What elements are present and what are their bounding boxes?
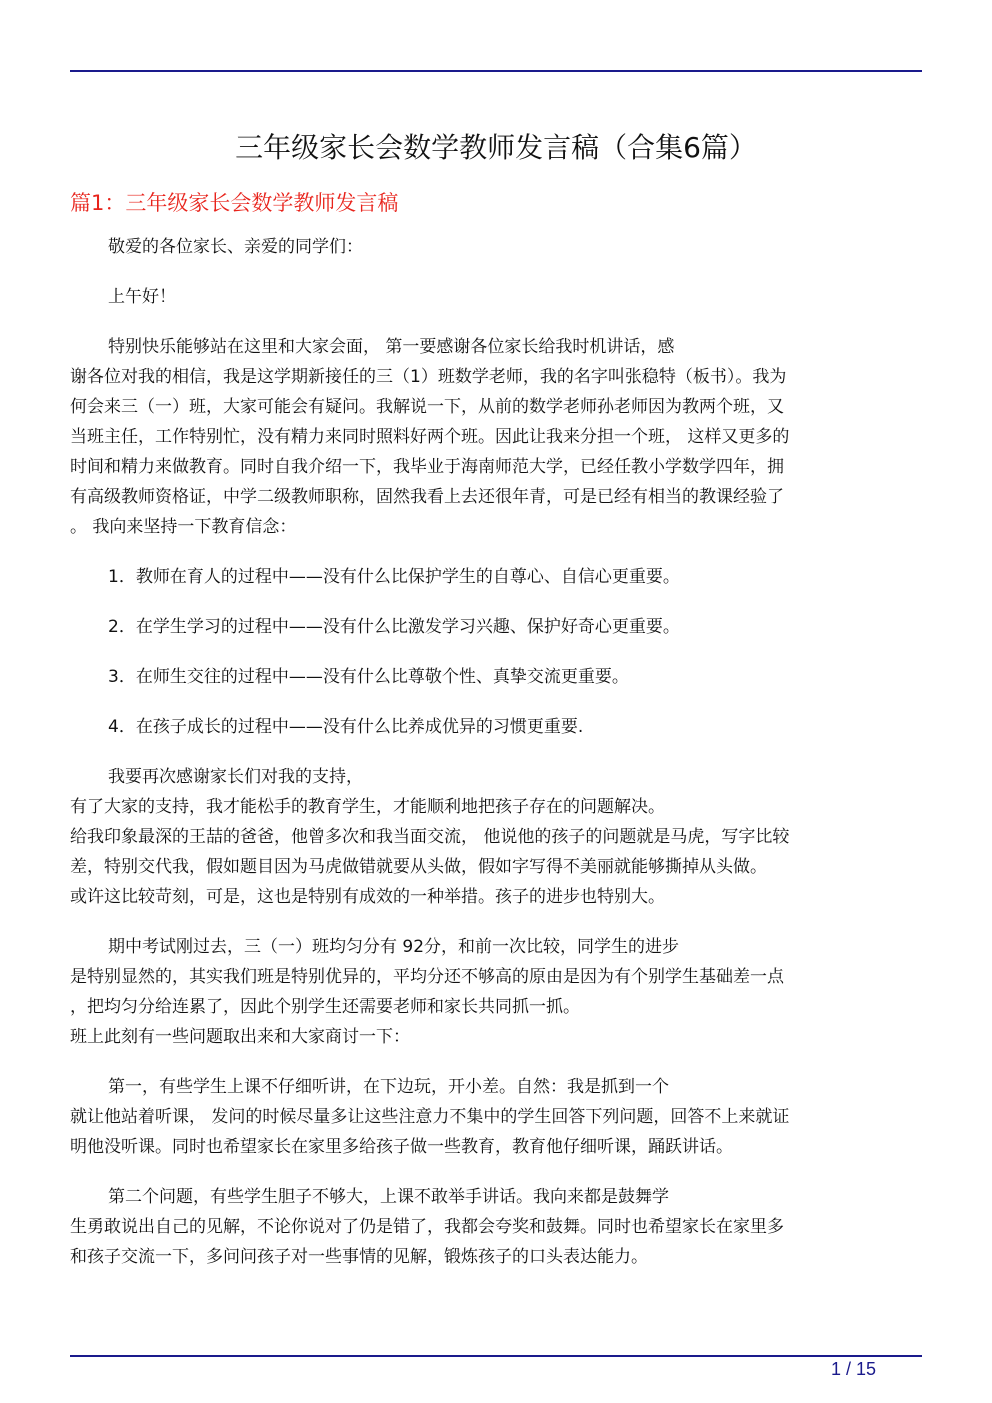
paragraph — [70, 1072, 922, 1162]
paragraph-line: 当班主任，工作特别忙，没有精力来同时照料好两个班。因此让我来分担一个班， 这样又更多的 — [70, 427, 790, 447]
paragraph — [70, 1182, 922, 1272]
paragraph-line: 有高级教师资格证，中学二级教师职称，固然我看上去还很年青，可是已经有相当的教课经验了 — [70, 487, 784, 507]
paragraph-line: 期中考试刚过去，三（一）班均匀分有 92分，和前一次比较，同学生的进步 — [108, 937, 680, 957]
paragraph-line: 敬爱的各位家长、亲爱的同学们： — [108, 237, 363, 257]
paragraph — [70, 712, 922, 742]
paragraph-line: 班上此刻有一些问题取出来和大家商讨一下： — [70, 1027, 410, 1047]
paragraph-line: 差，特别交代我，假如题目因为马虎做错就要从头做，假如字写得不美丽就能够撕掉从头做。 — [70, 857, 767, 877]
paragraph — [70, 332, 922, 542]
paragraph — [70, 662, 922, 692]
paragraph — [70, 762, 922, 912]
paragraph — [70, 232, 922, 262]
paragraph — [70, 282, 922, 312]
paragraph-line: 上午好！ — [108, 287, 176, 307]
paragraph-line: 第二个问题，有些学生胆子不够大，上课不敢举手讲话。我向来都是鼓舞学 — [108, 1187, 669, 1207]
paragraph-line: 4．在孩子成长的过程中——没有什么比养成优异的习惯更重要. — [108, 717, 584, 737]
paragraph-line: 何会来三（一）班，大家可能会有疑问。我解说一下，从前的数学老师孙老师因为教两个班，又 — [70, 397, 784, 417]
paragraph-line: 我要再次感谢家长们对我的支持， — [108, 767, 363, 787]
paragraph-line: 给我印象最深的王喆的爸爸，他曾多次和我当面交流， 他说他的孩子的问题就是马虎，写字比较 — [70, 827, 790, 847]
document-title: 三年级家长会数学教师发言稿（合集6篇） — [235, 131, 757, 164]
paragraph-line: 。 我向来坚持一下教育信念： — [70, 517, 297, 537]
paragraph-line: 第一，有些学生上课不仔细听讲，在下边玩，开小差。自然：我是抓到一个 — [108, 1077, 669, 1097]
paragraph — [70, 562, 922, 592]
paragraph-line: 就让他站着听课， 发问的时候尽量多让这些注意力不集中的学生回答下列问题，回答不上来就证 — [70, 1107, 790, 1127]
paragraph — [70, 932, 922, 1052]
paragraph-line: 是特别显然的，其实我们班是特别优异的，平均分还不够高的原由是因为有个别学生基础差一点 — [70, 967, 784, 987]
paragraph-line: 3．在师生交往的过程中——没有什么比尊敬个性、真挚交流更重要。 — [108, 667, 629, 687]
section-heading: 篇1：三年级家长会数学教师发言稿 — [70, 191, 399, 215]
paragraph-line: 时间和精力来做教育。同时自我介绍一下，我毕业于海南师范大学，已经任教小学数学四年，拥 — [70, 457, 784, 477]
paragraph-line: 1．教师在育人的过程中——没有什么比保护学生的自尊心、自信心更重要。 — [108, 567, 680, 587]
paragraph-line: 特别快乐能够站在这里和大家会面， 第一要感谢各位家长给我时机讲话，感 — [108, 337, 675, 357]
paragraph-line: 和孩子交流一下，多问问孩子对一些事情的见解，锻炼孩子的口头表达能力。 — [70, 1247, 648, 1267]
footer-rule — [70, 1355, 922, 1357]
paragraph-line: 明他没听课。同时也希望家长在家里多给孩子做一些教育，教育他仔细听课，踊跃讲话。 — [70, 1137, 733, 1157]
paragraph — [70, 612, 922, 642]
paragraph-line: 2．在学生学习的过程中——没有什么比激发学习兴趣、保护好奇心更重要。 — [108, 617, 680, 637]
document-body — [70, 232, 922, 1292]
paragraph-line: 或许这比较苛刻，可是，这也是特别有成效的一种举措。孩子的进步也特别大。 — [70, 887, 665, 907]
paragraph-line: 谢各位对我的相信，我是这学期新接任的三（1）班数学老师，我的名字叫张稳特（板书）。我为 — [70, 367, 787, 387]
paragraph-line: ，把均匀分给连累了，因此个别学生还需要老师和家长共同抓一抓。 — [70, 997, 580, 1017]
page-number: 1 / 15 — [830, 1359, 876, 1379]
paragraph-line: 生勇敢说出自己的见解，不论你说对了仍是错了，我都会夸奖和鼓舞。同时也希望家长在家里多 — [70, 1217, 784, 1237]
header-rule — [70, 70, 922, 72]
paragraph-line: 有了大家的支持，我才能松手的教育学生，才能顺利地把孩子存在的问题解决。 — [70, 797, 665, 817]
